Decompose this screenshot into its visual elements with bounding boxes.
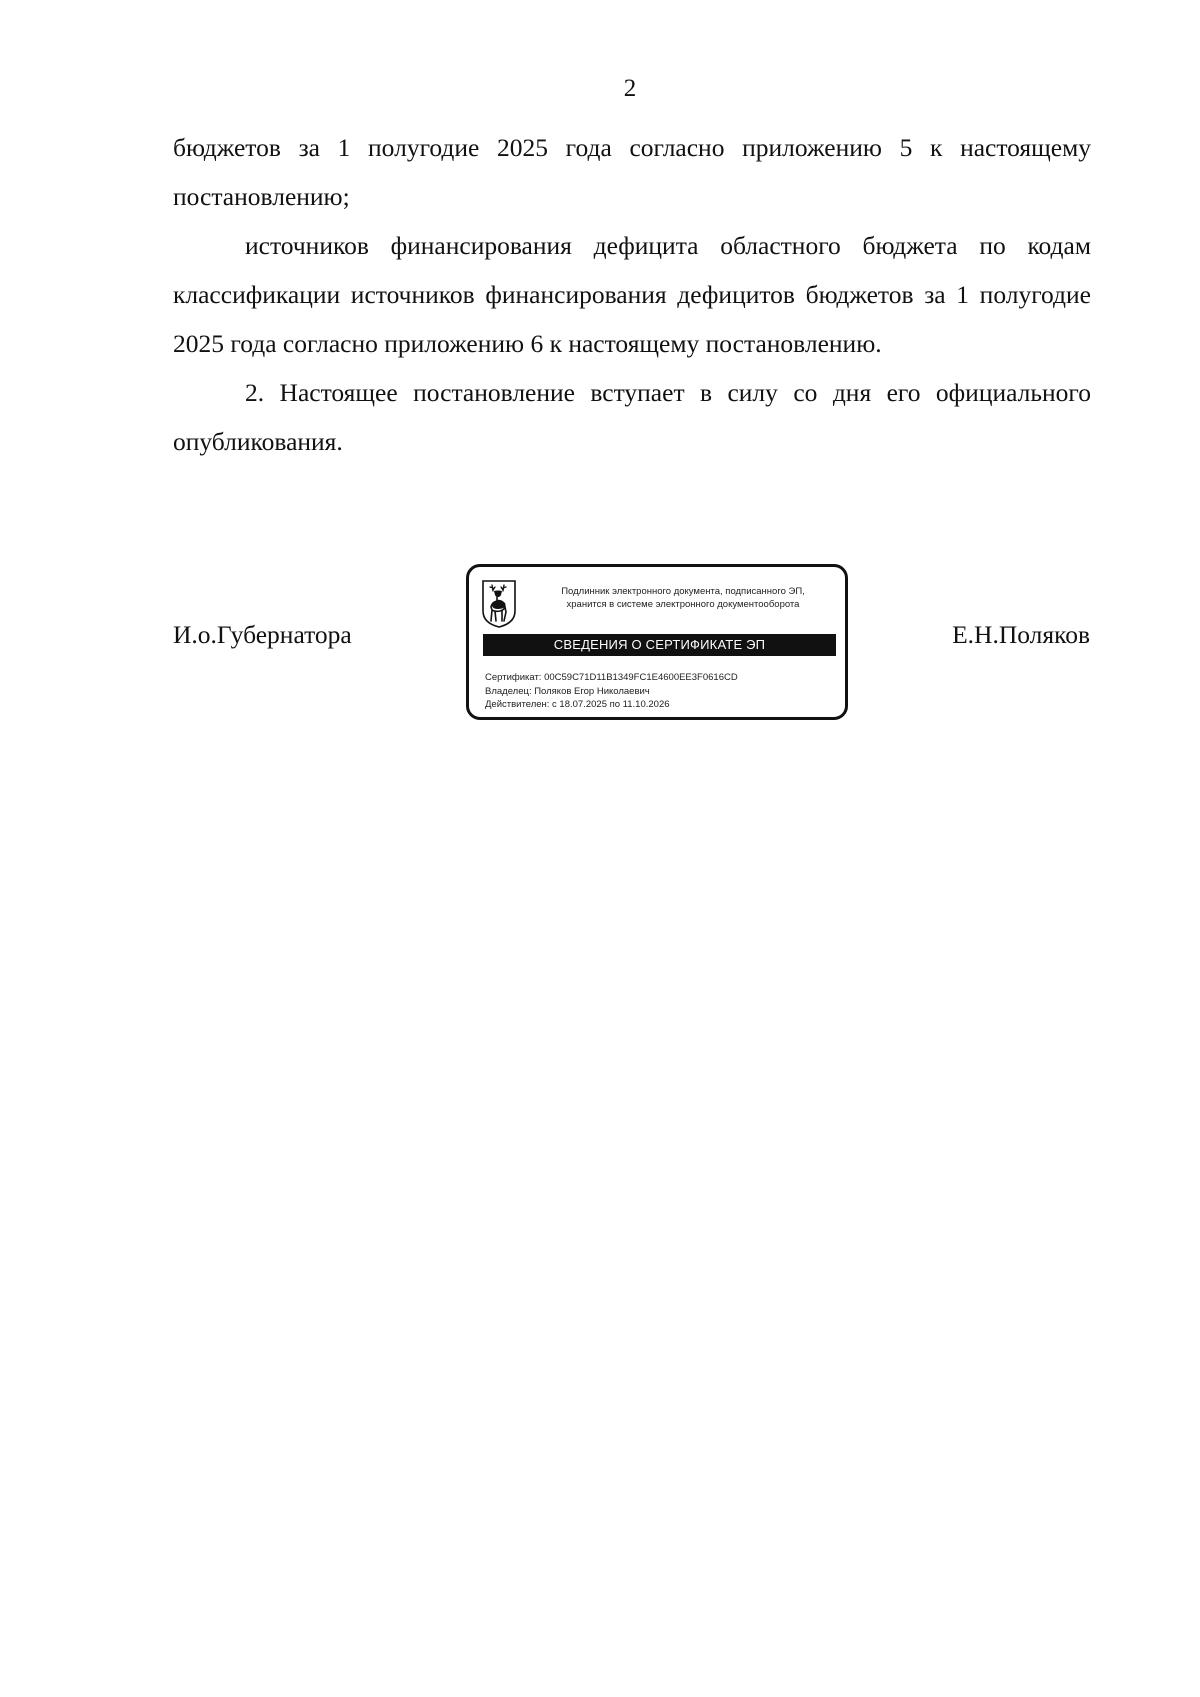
stamp-header-line: хранится в системе электронного документооборота xyxy=(566,599,800,610)
signer-name: Е.Н.Поляков xyxy=(952,620,1090,649)
coat-of-arms-deer-icon xyxy=(481,579,517,629)
paragraph-sources-of-financing: источников финансирования дефицита областного бюджета по кодам классификации источников финансирования дефицитов бюджетов за 1 полугодие 2025 года согласно приложению 6 к настоящему постановлению. xyxy=(173,231,1091,358)
signer-role: И.о.Губернатора xyxy=(173,620,352,649)
stamp-banner: СВЕДЕНИЯ О СЕРТИФИКАТЕ ЭП xyxy=(483,634,836,656)
stamp-header xyxy=(527,585,839,611)
certificate-owner: Владелец: Поляков Егор Николаевич xyxy=(485,685,650,697)
certificate-details xyxy=(485,671,738,712)
document-body xyxy=(173,123,1091,466)
certificate-number: Сертификат: 00C59C71D11B1349FC1E4600EE3F0616CD xyxy=(485,672,738,683)
certificate-validity: Действителен: с 18.07.2025 по 11.10.2026 xyxy=(485,699,670,710)
page-number: 2 xyxy=(623,75,637,102)
electronic-signature-stamp xyxy=(466,564,848,720)
paragraph-entry-into-force: 2. Настоящее постановление вступает в силу со дня его официального опубликования. xyxy=(173,378,1091,456)
stamp-header-line: Подлинник электронного документа, подписанного ЭП, xyxy=(561,586,805,597)
paragraph-continuation: бюджетов за 1 полугодие 2025 года согласно приложению 5 к настоящему постановлению; xyxy=(173,133,1091,211)
